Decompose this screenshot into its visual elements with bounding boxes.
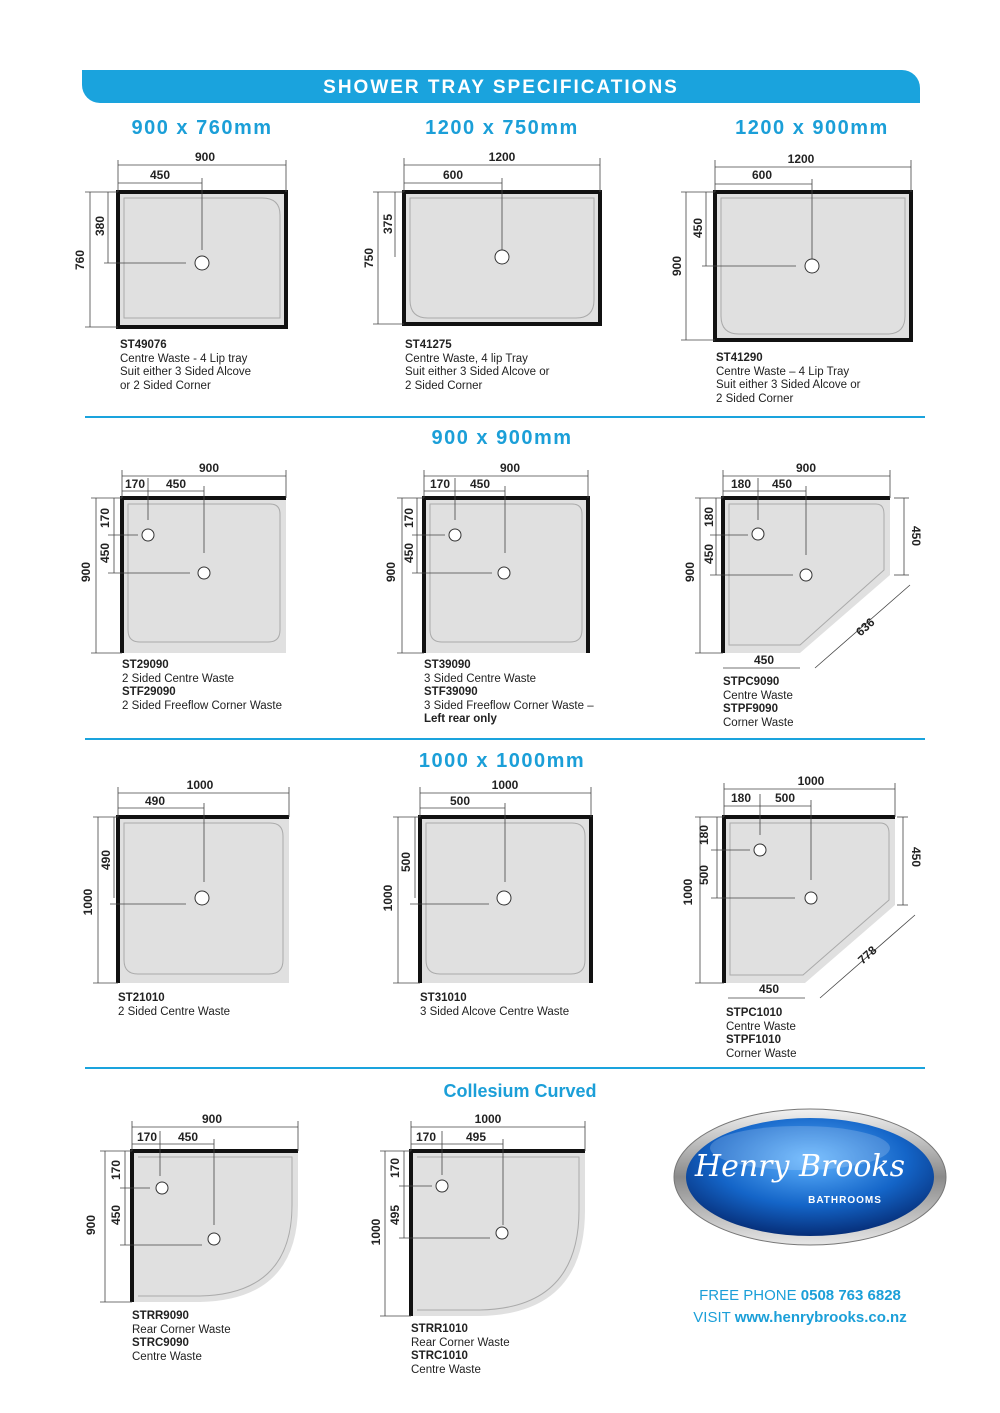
dim-centre-x: 450 [771,477,793,491]
dim-width: 1000 [186,778,214,792]
page-title: SHOWER TRAY SPECIFICATIONS [323,77,679,98]
section-heading-1200x750: 1200 x 750mm [425,117,579,139]
dim-corner-y: 180 [697,824,711,846]
dim-corner-y: 170 [388,1157,402,1179]
caption-line: Centre Waste – 4 Lip Tray [716,365,850,378]
caption-st39090 [424,659,594,727]
visit-label: VISIT [693,1309,731,1326]
dim-corner-x: 170 [124,477,146,491]
tray-st49076 [73,150,286,327]
caption-line: Rear Corner Waste [411,1336,510,1349]
dim-corner-y: 170 [402,507,416,529]
dim-depth: 1000 [381,884,395,912]
dim-width: 900 [201,1112,223,1126]
tray-st31010 [381,778,591,983]
dim-waste-y: 450 [691,217,705,239]
caption-line: ST49076 [120,339,167,351]
caption-line: ST39090 [424,659,471,671]
dim-side: 450 [909,846,923,868]
dim-width: 1000 [474,1112,502,1126]
caption-st41275 [405,339,549,393]
dim-depth: 900 [84,1214,98,1236]
dim-waste-y: 500 [399,851,413,873]
caption-line: 3 Sided Freeflow Corner Waste – [424,699,594,712]
dim-waste-y: 375 [381,213,395,235]
dim-depth: 900 [384,561,398,583]
dim-waste-x: 600 [442,168,464,182]
dim-corner-y: 170 [109,1159,123,1181]
caption-line: 2 Sided Freeflow Corner Waste [122,699,283,712]
caption-strr9090 [132,1310,231,1364]
caption-strr1010 [411,1323,510,1377]
tray-st21010 [81,778,289,983]
dim-waste-y: 380 [93,215,107,237]
caption-line: ST41290 [716,352,763,364]
dim-width: 1000 [491,778,519,792]
caption-line: Corner Waste [726,1047,797,1060]
section-heading-1000x1000: 1000 x 1000mm [418,750,586,772]
tray-st41275 [362,150,600,324]
dim-depth: 760 [73,249,87,271]
dim-depth: 1000 [369,1218,383,1246]
caption-line: STPC1010 [726,1007,783,1019]
caption-line: 2 Sided Corner [405,379,483,392]
dim-corner-x: 180 [730,791,752,805]
dim-centre-x: 495 [465,1130,487,1144]
logo-brand: Henry Brooks [694,1149,906,1184]
dim-front: 450 [758,982,780,996]
caption-line: Centre Waste [723,689,793,702]
caption-stpc9090 [723,676,794,730]
tray-strr1010 [369,1112,585,1316]
caption-line: STRR9090 [132,1310,189,1322]
caption-line: STRR1010 [411,1323,468,1335]
dim-depth: 900 [683,561,697,583]
dim-centre-x: 500 [774,791,796,805]
caption-line: STPC9090 [723,676,780,688]
dim-corner-x: 170 [429,477,451,491]
dim-centre-x: 450 [177,1130,199,1144]
caption-line: Suit either 3 Sided Alcove or [405,366,550,378]
tray-strr9090 [84,1112,298,1302]
contact-website [660,1309,940,1326]
dim-corner-y: 170 [98,507,112,529]
section-heading-900x900: 900 x 900mm [431,427,573,449]
dim-diagonal: 636 [853,615,878,639]
dim-diagonal: 778 [855,943,880,967]
dim-waste-x: 600 [751,168,773,182]
contact-phone [660,1287,940,1304]
dim-depth: 900 [79,561,93,583]
dim-width: 1200 [488,150,516,164]
caption-line: 2 Sided Centre Waste [118,1005,231,1018]
dim-width: 1200 [787,152,815,166]
tray-st41290 [670,152,911,340]
dim-waste-x: 490 [144,794,166,808]
dim-centre-y: 450 [402,542,416,564]
caption-line: STRC1010 [411,1350,468,1362]
caption-line: STPF1010 [726,1034,781,1046]
caption-line: STRC9090 [132,1337,189,1349]
dim-depth: 750 [362,247,376,269]
section-heading-900x760: 900 x 760mm [131,117,273,139]
website-link[interactable]: www.henrybrooks.co.nz [734,1309,907,1326]
caption-line: STF29090 [122,686,176,698]
dim-depth: 900 [670,255,684,277]
caption-line: STPF9090 [723,703,778,715]
caption-st41290 [716,352,860,406]
section-heading-1200x900: 1200 x 900mm [735,117,889,139]
dim-corner-x: 170 [415,1130,437,1144]
caption-line: 2 Sided Corner [716,392,794,405]
caption-line: ST31010 [420,992,467,1004]
dim-centre-x: 450 [165,477,187,491]
dim-depth: 1000 [81,888,95,916]
caption-line: Centre Waste, 4 lip Tray [405,352,528,365]
dim-width: 900 [499,461,521,475]
caption-line: Rear Corner Waste [132,1323,231,1336]
phone-number[interactable]: 0508 763 6828 [800,1287,901,1304]
dim-width: 900 [194,150,216,164]
caption-line: 3 Sided Centre Waste [424,672,537,685]
logo-sub: BATHROOMS [808,1195,882,1206]
caption-st31010 [420,992,569,1019]
caption-line: Suit either 3 Sided Alcove [120,366,252,378]
caption-st21010 [118,992,230,1019]
dim-centre-y: 500 [697,864,711,886]
dim-centre-y: 450 [109,1204,123,1226]
dim-corner-y: 180 [702,506,716,528]
caption-line: 3 Sided Alcove Centre Waste [420,1005,570,1018]
dim-waste-x: 500 [449,794,471,808]
caption-line: Suit either 3 Sided Alcove or [716,379,861,391]
caption-line: Centre Waste - 4 Lip tray [120,352,248,365]
caption-st29090 [122,659,282,713]
caption-line: or 2 Sided Corner [120,379,211,392]
dim-waste-y: 490 [99,849,113,871]
caption-line: Centre Waste [726,1020,796,1033]
dim-width: 900 [795,461,817,475]
caption-line: Corner Waste [723,716,794,729]
caption-line: ST21010 [118,992,165,1004]
tray-st39090 [384,461,588,653]
dim-centre-y: 450 [98,542,112,564]
caption-line: Centre Waste [411,1363,481,1376]
caption-stpc1010 [726,1007,797,1061]
caption-line: ST41275 [405,339,452,351]
tray-stpc9090 [683,461,923,668]
henry-brooks-logo [674,1109,946,1245]
dim-waste-x: 450 [149,168,171,182]
caption-st49076 [120,339,251,393]
dim-side: 450 [909,525,923,547]
caption-line: Left rear only [424,713,497,725]
caption-line: 2 Sided Centre Waste [122,672,235,685]
dim-corner-x: 170 [136,1130,158,1144]
caption-line: Centre Waste [132,1350,202,1363]
tray-st29090 [79,461,286,653]
tray-stpc1010 [681,774,923,998]
phone-label: FREE PHONE [699,1287,797,1304]
section-heading-collesium-curved: Collesium Curved [443,1081,597,1101]
caption-line: STF39090 [424,686,478,698]
dim-width: 900 [198,461,220,475]
dim-corner-x: 180 [730,477,752,491]
caption-line: ST29090 [122,659,169,671]
dim-centre-x: 450 [469,477,491,491]
dim-centre-y: 450 [702,543,716,565]
dim-front: 450 [753,653,775,667]
dim-depth: 1000 [681,878,695,906]
dim-centre-y: 495 [388,1204,402,1226]
dim-width: 1000 [797,774,825,788]
